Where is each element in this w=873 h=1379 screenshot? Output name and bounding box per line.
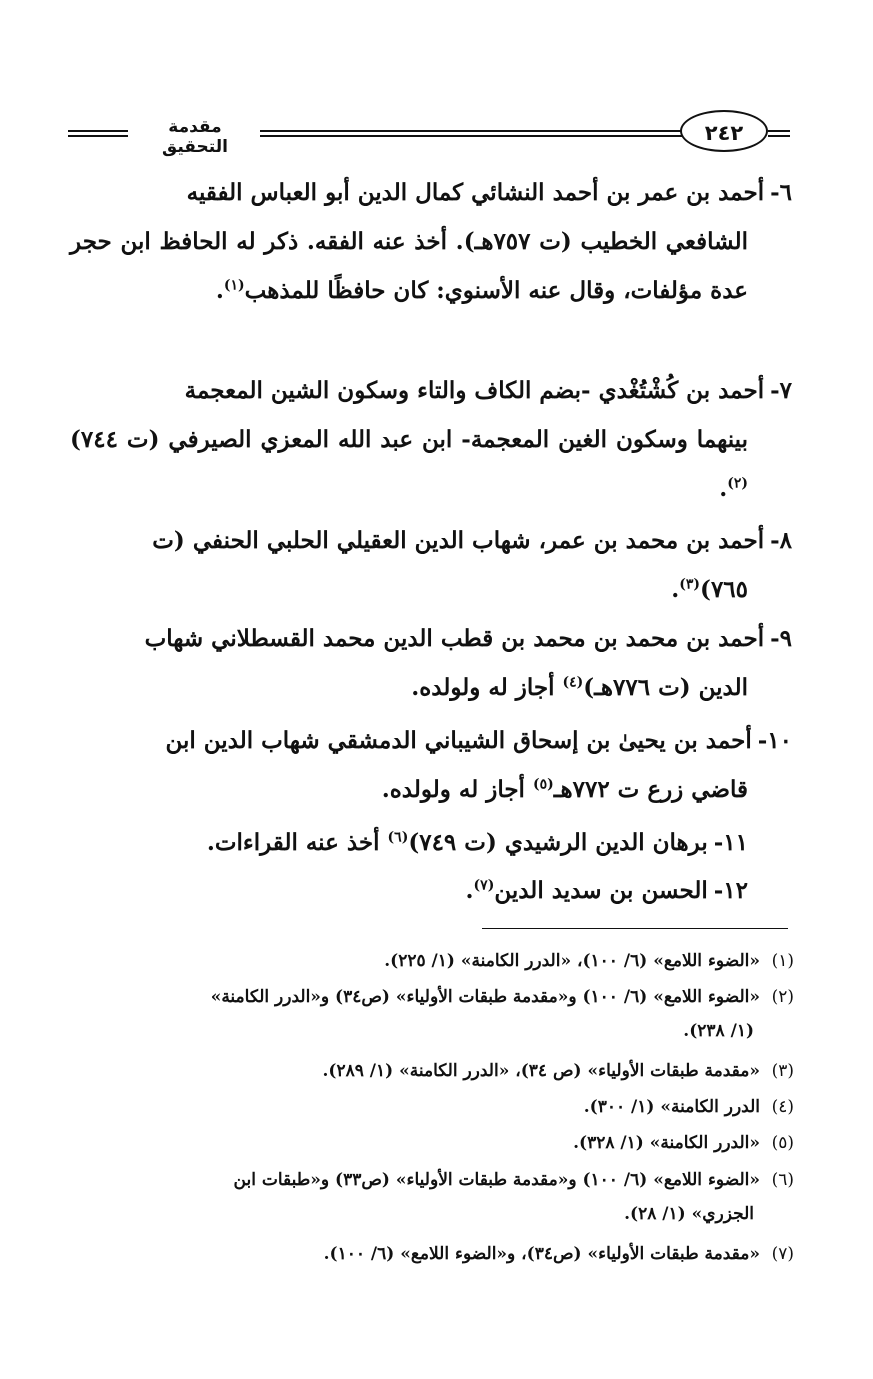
entry-9 (70, 614, 792, 712)
footnote-ref[interactable]: (٥) (532, 776, 554, 793)
entry-number: ٩- (770, 625, 792, 652)
footnote-number: (٥) (771, 1133, 794, 1153)
header-rule-middle (260, 130, 752, 137)
entry-continuation: الشافعي الخطيب (ت ٧٥٧هـ). أخذ عنه الفقه. ذكر له الحافظ ابن حجر عدة مؤلفات، وقال عنه الأسنوي: كان حافظًا للمذهب (70, 228, 748, 304)
entry-8 (70, 516, 792, 614)
footnote-separator (482, 928, 788, 929)
entry-text: أحمد بن كُشْتُغْدي -بضم الكاف والتاء وسكون الشين المعجمة (184, 377, 765, 404)
page-header (68, 110, 790, 156)
entry-ending: . (719, 475, 728, 502)
entry-continuation: الدين (ت ٧٧٦هـ) (583, 674, 748, 701)
footnote-4 (72, 1090, 794, 1124)
footnote-number: (٧) (771, 1244, 794, 1264)
entry-ending: أجاز له ولولده. (381, 776, 533, 803)
entry-number: ٧- (770, 377, 792, 404)
footnote-3 (72, 1054, 794, 1088)
footnote-number: (٦) (771, 1170, 794, 1190)
entry-continuation: قاضي زرع ت ٧٧٢هـ (553, 776, 748, 803)
footnote-continuation: الجزري» (١/ ٢٨). (624, 1204, 754, 1224)
footnote-1 (72, 944, 794, 978)
footnote-text: «الدرر الكامنة» (١/ ٣٢٨). (573, 1133, 760, 1153)
entry-11 (70, 818, 792, 867)
footnote-text: «مقدمة طبقات الأولياء» (ص ٣٤)، «الدرر الكامنة» (١/ ٢٨٩). (322, 1061, 760, 1081)
footnote-continuation: (١/ ٢٣٨). (683, 1021, 754, 1041)
footnote-number: (١) (771, 951, 794, 971)
entry-text: أحمد بن يحيىٰ بن إسحاق الشيباني الدمشقي شهاب الدين ابن (165, 727, 752, 754)
header-title: مقدمة التحقيق (162, 117, 228, 157)
footnote-text: «الضوء اللامع» (٦/ ١٠٠)، «الدرر الكامنة» (١/ ٢٢٥). (384, 951, 760, 971)
entry-number: ٨- (770, 527, 792, 554)
entry-text: أحمد بن محمد بن محمد بن قطب الدين محمد القسطلاني شهاب (144, 625, 765, 652)
entry-text: أحمد بن محمد بن عمر، شهاب الدين العقيلي الحلبي الحنفي (ت (152, 527, 765, 554)
footnote-text: الدرر الكامنة» (١/ ٣٠٠). (583, 1097, 760, 1117)
footnote-ref[interactable]: (١) (223, 277, 245, 294)
footnote-text: «مقدمة طبقات الأولياء» (ص٣٤)، و«الضوء اللامع» (٦/ ١٠٠). (323, 1244, 760, 1264)
entry-continuation: ٧٦٥) (700, 576, 748, 603)
entry-number: ٦- (770, 179, 792, 206)
entry-text: برهان الدين الرشيدي (ت ٧٤٩) (408, 829, 708, 856)
entry-number: ١٢- (713, 877, 748, 904)
header-rule-right (768, 130, 790, 137)
footnote-5 (72, 1126, 794, 1160)
entry-continuation: بينهما وسكون الغين المعجمة- ابن عبد الله المعزي الصيرفي (ت ٧٤٤) (70, 426, 748, 453)
footnote-number: (٤) (771, 1097, 794, 1117)
entry-ending: . (671, 576, 680, 603)
footnote-ref[interactable]: (٤) (562, 674, 584, 691)
footnote-text: «الضوء اللامع» (٦/ ١٠٠) و«مقدمة طبقات الأولياء» (ص٣٤) و«الدرر الكامنة» (210, 987, 760, 1007)
entry-12 (70, 866, 792, 915)
footnote-ref[interactable]: (٣) (679, 576, 701, 593)
entry-text: الحسن بن سديد الدين (494, 877, 708, 904)
footnote-7 (72, 1237, 794, 1271)
footnote-number: (٣) (771, 1061, 794, 1081)
footnote-number: (٢) (771, 987, 794, 1007)
entry-6 (70, 168, 792, 315)
footnote-ref[interactable]: (٦) (387, 829, 409, 846)
entry-ending: أجاز له ولولده. (411, 674, 563, 701)
entry-ending: . (215, 277, 224, 304)
entry-number: ١٠- (757, 727, 792, 754)
footnote-ref[interactable]: (٧) (473, 877, 495, 894)
entry-text: أحمد بن عمر بن أحمد النشائي كمال الدين أبو العباس الفقيه (186, 179, 765, 206)
footnote-2 (72, 980, 794, 1048)
page-number: ٢٤٢ (680, 110, 768, 152)
footnote-text: «الضوء اللامع» (٦/ ١٠٠) و«مقدمة طبقات الأولياء» (ص٣٣) و«طبقات ابن (233, 1170, 760, 1190)
footnote-ref[interactable]: (٢) (727, 475, 748, 492)
entry-number: ١١- (713, 829, 748, 856)
header-rule-left (68, 130, 128, 137)
entry-10 (70, 716, 792, 814)
entry-ending: أخذ عنه القراءات. (206, 829, 388, 856)
entry-ending: . (465, 877, 474, 904)
footnote-6 (72, 1163, 794, 1231)
entry-7 (70, 366, 792, 513)
